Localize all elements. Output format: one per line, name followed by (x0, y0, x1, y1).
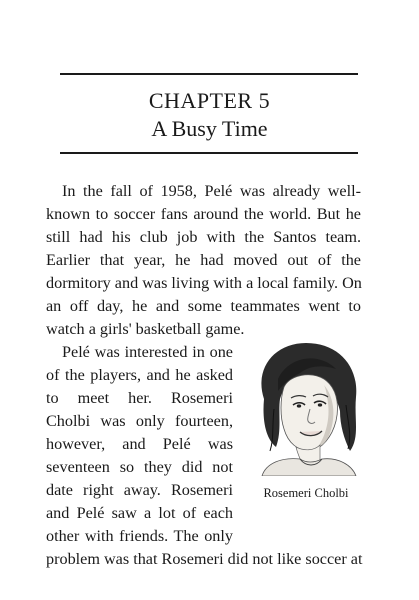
paragraph-1-line-2: known to soccer fans around the world. But he (46, 205, 361, 223)
paragraph-1-line-6: an off day, he and some teammates went to (46, 297, 361, 315)
paragraph-1-line-5: dormitory and was living with a local family. On (46, 274, 362, 292)
top-rule (60, 73, 358, 75)
paragraph-2-line-5: however, and Pelé was (46, 435, 233, 453)
paragraph-1-line-1: In the fall of 1958, Pelé was already well- (62, 182, 361, 200)
chapter-title: A Busy Time (151, 116, 268, 141)
paragraph-2-line-1: Pelé was interested in one (62, 343, 233, 361)
paragraph-2-line-2: of the players, and he asked (46, 366, 233, 384)
portrait-illustration (244, 339, 368, 476)
paragraph-2-line-8: and Pelé saw a lot of each (46, 504, 233, 522)
chapter-number: CHAPTER 5 (148, 88, 271, 113)
paragraph-2-line-7: date right away. Rosemeri (46, 481, 233, 499)
paragraph-1-line-3: still had his club job with the Santos team. (46, 228, 361, 246)
paragraph-2-line-10: problem was that Rosemeri did not like soccer at (46, 550, 363, 568)
paragraph-1-line-7: watch a girls' basketball game. (46, 320, 245, 338)
paragraph-2-line-3: to meet her. Rosemeri (46, 389, 233, 407)
paragraph-2-line-9: other with friends. The only (46, 527, 233, 545)
paragraph-2-line-6: seventeen so they did not (46, 458, 233, 476)
figure-caption: Rosemeri Cholbi (263, 486, 349, 500)
bottom-rule (60, 152, 358, 154)
paragraph-1-line-4: Earlier that year, he had moved out of the (46, 251, 361, 269)
paragraph-2-line-4: Cholbi was only fourteen, (46, 412, 233, 430)
